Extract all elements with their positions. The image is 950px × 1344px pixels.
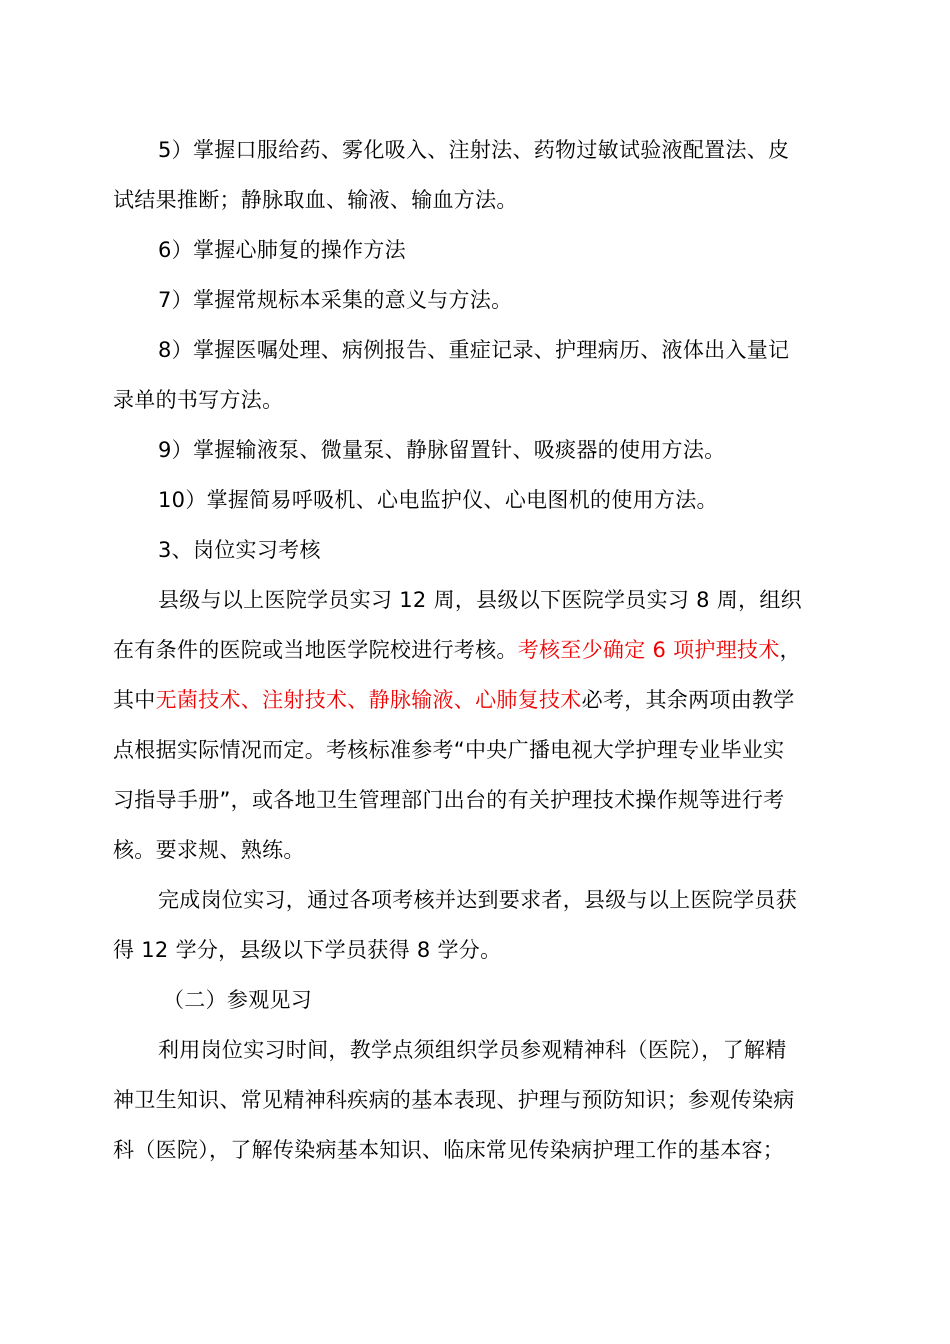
highlight-text: 考核至少确定 6 项护理技术 [517,638,780,662]
paragraph-line: 点根据实际情况而定。考核标准参考“中央广播电视大学护理专业毕业实 [113,738,785,762]
paragraph-line: 核。要求规、熟练。 [113,838,305,862]
paragraph-line: 得 12 学分，县级以下学员获得 8 学分。 [113,938,502,962]
text-span: ， [779,638,801,662]
paragraph-line: 利用岗位实习时间，教学点须组织学员参观精神科（医院），了解精 [158,1038,787,1062]
section-heading: （二）参观见习 [163,988,313,1012]
paragraph-line: 试结果推断；静脉取血、输液、输血方法。 [113,188,518,212]
paragraph-line [113,636,801,664]
paragraph-line: 科（医院），了解传染病基本知识、临床常见传染病护理工作的基本容； [113,1138,785,1162]
paragraph-line: 习指导手册”，或各地卫生管理部门出台的有关护理技术操作规等进行考 [113,788,785,812]
text-span: 必考，其余两项由教学 [581,688,795,712]
paragraph-line: 9）掌握输液泵、微量泵、静脉留置针、吸痰器的使用方法。 [158,438,726,462]
paragraph-line: 7）掌握常规标本采集的意义与方法。 [158,288,513,312]
paragraph-line: 5）掌握口服给药、雾化吸入、注射法、药物过敏试验液配置法、皮 [158,138,790,162]
paragraph-line [113,686,795,714]
text-span: 其中 [113,688,156,712]
paragraph-line: 录单的书写方法。 [113,388,284,412]
section-heading: 3、岗位实习考核 [158,538,321,562]
paragraph-line: 完成岗位实习，通过各项考核并达到要求者，县级与以上医院学员获 [158,888,797,912]
paragraph-line: 10）掌握简易呼吸机、心电监护仪、心电图机的使用方法。 [158,488,718,512]
paragraph-line: 县级与以上医院学员实习 12 周，县级以下医院学员实习 8 周，组织 [158,588,802,612]
paragraph-line: 8）掌握医嘱处理、病例报告、重症记录、护理病历、液体出入量记 [158,338,790,362]
paragraph-line: 6）掌握心肺复的操作方法 [158,238,406,262]
paragraph-line: 神卫生知识、常见精神科疾病的基本表现、护理与预防知识；参观传染病 [113,1088,795,1112]
highlight-text: 无菌技术、注射技术、静脉输液、心肺复技术 [155,688,582,712]
text-span: 在有条件的医院或当地医学院校进行考核。 [113,638,518,662]
